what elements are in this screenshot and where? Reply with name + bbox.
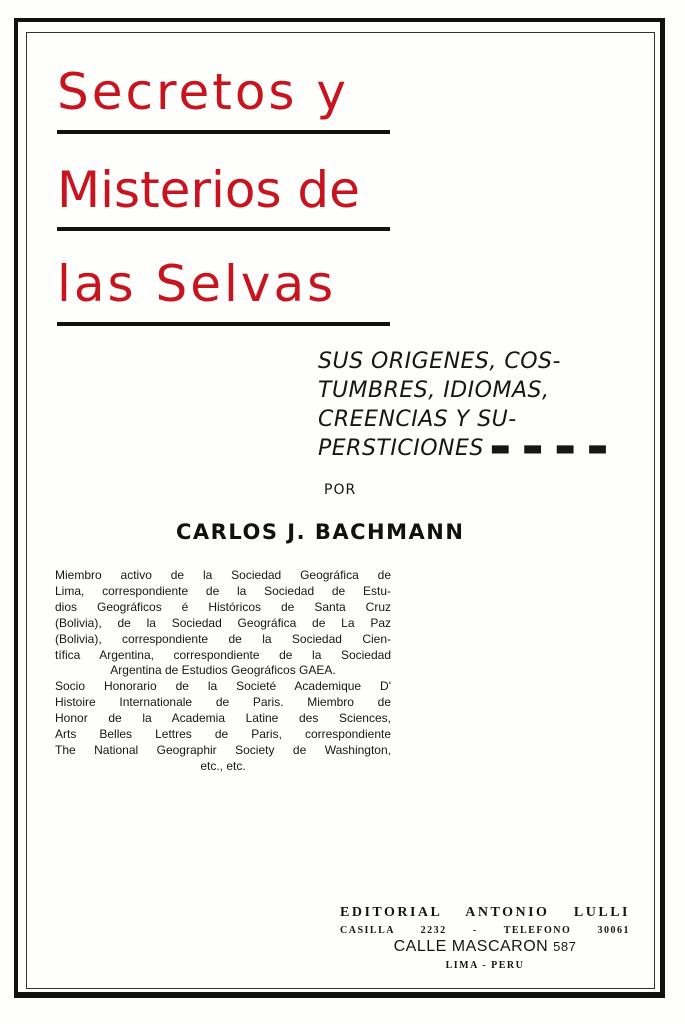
bio-line: (Bolivia), de la Sociedad Geográfica de La Paz (55, 615, 391, 630)
bio-line: Socio Honorario de la Societé Academique D' (55, 679, 391, 694)
subtitle-line-4-text: PERSTICIONES (318, 436, 484, 461)
bio-line: tífica Argentina, correspondiente de la Sociedad (55, 647, 391, 662)
byline-por: POR (324, 482, 357, 498)
title-rule-3 (57, 322, 390, 326)
title-line-3: las Selvas (57, 255, 337, 313)
bio-line: Honor de la Academia Latine des Sciences, (55, 711, 391, 726)
subtitle-line-3: CREENCIAS Y SU- (318, 407, 517, 432)
bio-line: (Bolivia), correspondiente de la Sociedad Cien- (55, 631, 391, 646)
publisher-name: EDITORIAL ANTONIO LULLI (340, 905, 630, 920)
publisher-street: CALLE MASCARON (393, 938, 549, 955)
title-line-2: Misterios de (57, 161, 360, 219)
subtitle-dashes: ▬ ▬ ▬ ▬ (489, 436, 610, 461)
publisher-contact: CASILLA 2232 - TELEFONO 30061 (340, 925, 630, 936)
bio-line: Miembro activo de la Sociedad Geográfica de (55, 568, 391, 582)
bio-line: The National Geographir Society de Washington, (55, 742, 391, 757)
publisher-address (340, 938, 630, 956)
bio-line: etc., etc. (200, 758, 246, 773)
author-credentials (55, 568, 391, 775)
subtitle-line-4 (318, 434, 638, 463)
bio-line: Arts Belles Lettres de Paris, correspondiente (55, 727, 391, 742)
title-rule-2 (57, 227, 390, 231)
bio-line: dios Geográficos é Históricos de Santa Cruz (55, 599, 391, 614)
subtitle-line-2: TUMBRES, IDIOMAS, (318, 378, 550, 403)
bio-line: Lima, correspondiente de la Sociedad de Estu- (55, 583, 391, 598)
subtitle-line-1: SUS ORIGENES, COS- (318, 349, 561, 374)
bio-line: Histoire Internationale de Paris. Miembro de (55, 695, 391, 710)
title-line-1: Secretos y (57, 63, 349, 121)
bio-line: Argentina de Estudios Geográficos GAEA. (110, 663, 336, 678)
publisher-imprint (340, 905, 630, 971)
title-rule-1 (57, 130, 390, 134)
publisher-city: LIMA - PERU (445, 960, 525, 971)
author-name: CARLOS J. BACHMANN (176, 520, 465, 544)
publisher-street-number: 587 (553, 939, 577, 954)
